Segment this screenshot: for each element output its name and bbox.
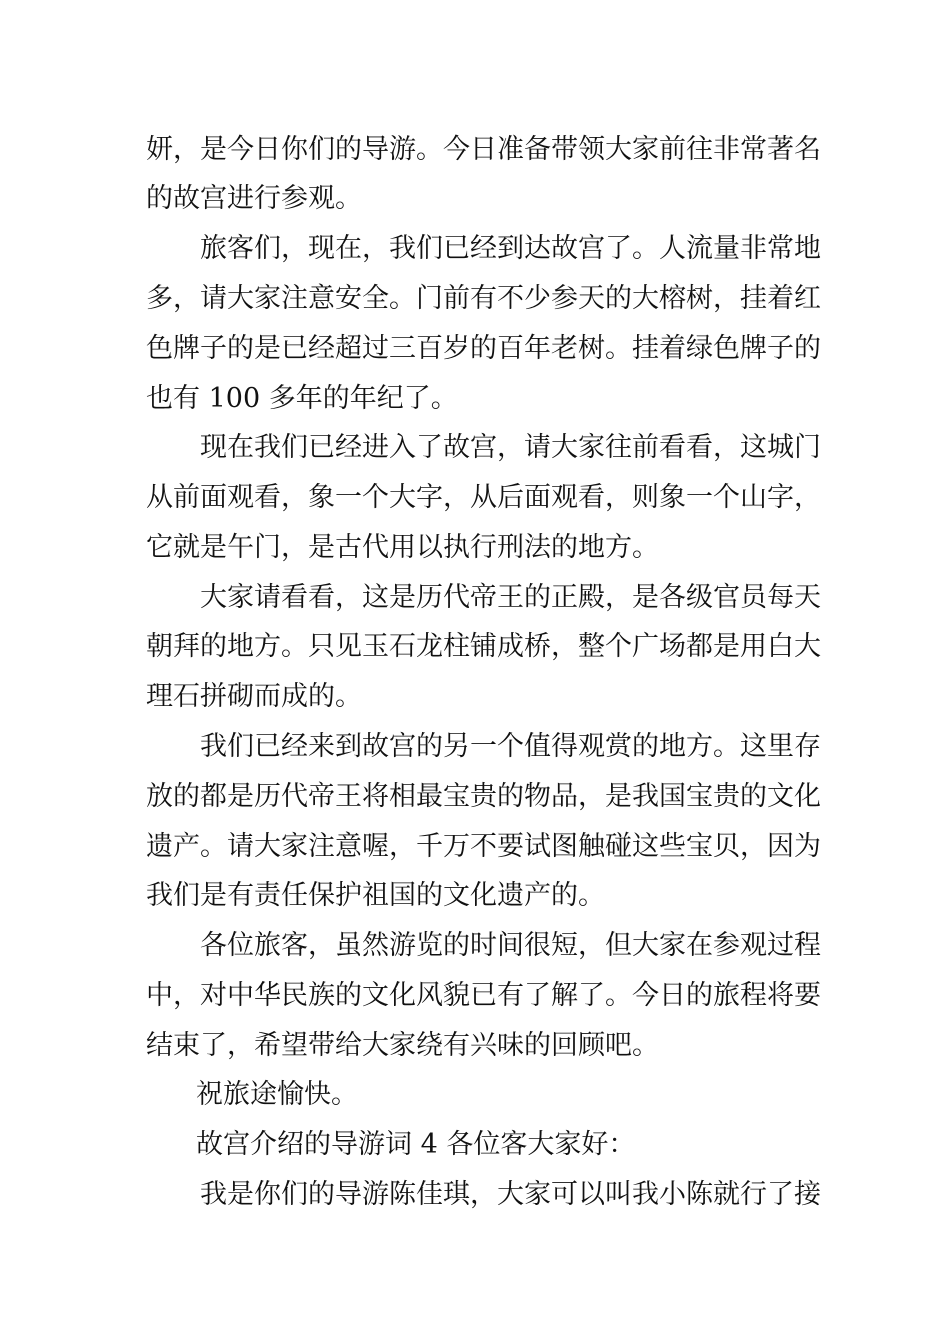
paragraph-first-line: 各位旅客，虽然游览的时间很短，但大家在参观过程 xyxy=(200,930,821,961)
text-line: 多，请大家注意安全。门前有不少参天的大榕树，挂着红 xyxy=(146,283,821,314)
text-line: 放的都是历代帝王将相最宝贵的物品，是我国宝贵的文化 xyxy=(146,781,821,812)
text-line: 遗产。请大家注意喔，千万不要试图触碰这些宝贝，因为 xyxy=(146,831,821,862)
text-line: 理石拼砌而成的。 xyxy=(146,681,362,712)
paragraph-first-line: 我是你们的导游陈佳琪，大家可以叫我小陈就行了接 xyxy=(200,1179,821,1210)
text-line: 它就是午门，是古代用以执行刑法的地方。 xyxy=(146,532,659,563)
text-line: 中，对中华民族的文化风貌已有了解了。今日的旅程将要 xyxy=(146,980,821,1011)
section-heading: 故宫介绍的导游词 4 各位客大家好： xyxy=(196,1129,636,1160)
text-line: 的故宫进行参观。 xyxy=(146,183,362,214)
paragraph-first-line: 旅客们，现在，我们已经到达故宫了。人流量非常地 xyxy=(200,233,821,264)
text-line: 我们是有责任保护祖国的文化遗产的。 xyxy=(146,880,605,911)
closing-line: 祝旅途愉快。 xyxy=(196,1079,358,1110)
paragraph-first-line: 我们已经来到故宫的另一个值得观赏的地方。这里存 xyxy=(200,731,821,762)
paragraph-first-line: 现在我们已经进入了故宫，请大家往前看看，这城门 xyxy=(200,432,821,463)
text-line: 色牌子的是已经超过三百岁的百年老树。挂着绿色牌子的 xyxy=(146,333,821,364)
text-line: 从前面观看，象一个大字，从后面观看，则象一个山字， xyxy=(146,482,821,513)
text-line: 妍，是今日你们的导游。今日准备带领大家前往非常著名 xyxy=(146,134,821,165)
text-line: 也有 100 多年的年纪了。 xyxy=(146,383,458,414)
text-line: 朝拜的地方。只见玉石龙柱铺成桥，整个广场都是用白大 xyxy=(146,631,821,662)
text-line: 结束了，希望带给大家绕有兴味的回顾吧。 xyxy=(146,1030,659,1061)
paragraph-first-line: 大家请看看，这是历代帝王的正殿，是各级官员每天 xyxy=(200,582,821,613)
